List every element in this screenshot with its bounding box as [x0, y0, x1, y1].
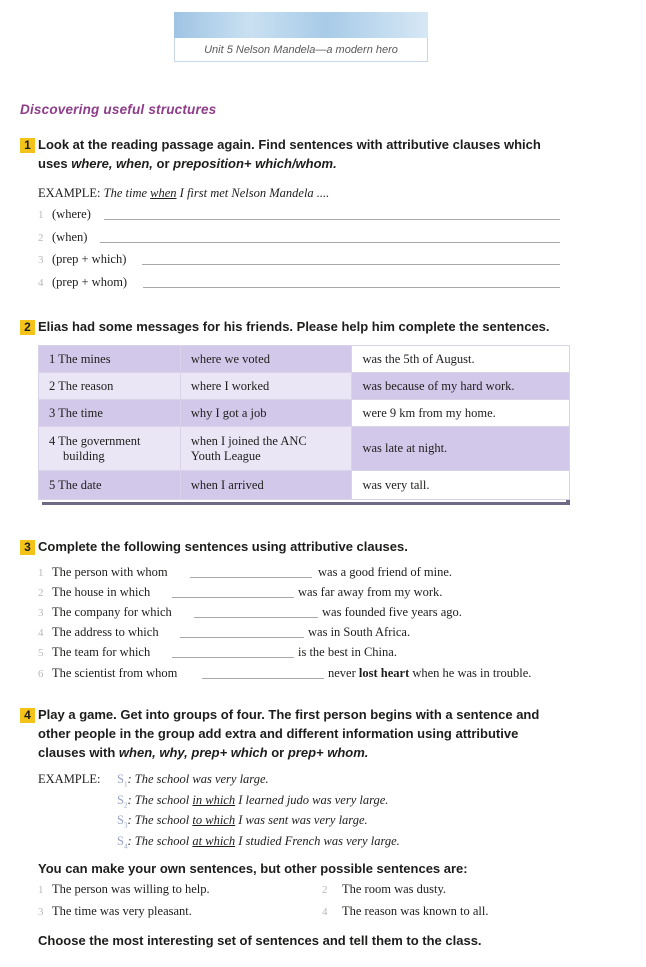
- answer-line[interactable]: [100, 242, 560, 243]
- q3-item-end: was in South Africa.: [308, 625, 411, 639]
- q4-example: $S_3$: The school to which I was sent was very large.: [117, 813, 368, 830]
- header-banner: [174, 12, 428, 38]
- q4-option: 2 The room was dusty.: [322, 882, 447, 896]
- q1-item: 1 (where): [38, 207, 91, 221]
- question-number: 3: [20, 540, 35, 555]
- q4-option: 3 The time was very pleasant.: [38, 904, 192, 918]
- answer-line[interactable]: [143, 287, 560, 288]
- q4-option: 4 The reason was known to all.: [322, 904, 489, 918]
- q4-own-sentences: You can make your own sentences, but other possible sentences are:: [38, 861, 468, 876]
- question-number: 4: [20, 708, 35, 723]
- table-row: 1 The mines where we voted was the 5th of August.: [39, 346, 570, 373]
- table-shadow: [42, 502, 570, 505]
- question-3: 3 Complete the following sentences using attributive clauses.: [20, 538, 408, 555]
- matching-table: [38, 345, 570, 500]
- q4-example: $S_2$: The school in which I learned judo was very large.: [117, 793, 389, 810]
- q4-example: $S_4$: The school at which I studied French was very large.: [117, 834, 400, 851]
- q3-item: 6 The scientist from whom: [38, 666, 178, 680]
- q4-example-label: EXAMPLE:: [38, 772, 101, 786]
- q3-item: 5 The team for which: [38, 645, 151, 659]
- table-row: 2 The reason where I worked was because of my hard work.: [39, 373, 570, 400]
- answer-line[interactable]: [180, 637, 304, 638]
- answer-line[interactable]: [202, 678, 324, 679]
- question-1-line2: uses where, when, or preposition+ which/whom.: [38, 156, 337, 171]
- q3-item-end: was founded five years ago.: [322, 605, 462, 619]
- table-row: 3 The time why I got a job were 9 km from my home.: [39, 400, 570, 427]
- question-1: 1 Look at the reading passage again. Find sentences with attributive clauses which: [20, 136, 630, 153]
- section-title: Discovering useful structures: [20, 102, 217, 117]
- answer-line[interactable]: [104, 219, 560, 220]
- q4-closing: Choose the most interesting set of sentences and tell them to the class.: [38, 933, 482, 948]
- question-4-line3: clauses with when, why, prep+ which or prep+ whom.: [38, 745, 369, 760]
- question-4: 4 Play a game. Get into groups of four. The first person begins with a sentence and: [20, 706, 539, 723]
- q3-item: 2 The house in which: [38, 585, 151, 599]
- q3-item-end: was a good friend of mine.: [318, 565, 452, 579]
- q4-option: 1 The person was willing to help.: [38, 882, 210, 896]
- q1-item: 3 (prep + which): [38, 252, 127, 266]
- question-number: 2: [20, 320, 35, 335]
- table-row: 5 The date when I arrived was very tall.: [39, 471, 570, 500]
- question-4-line2: other people in the group add extra and different information using attributive: [38, 726, 519, 741]
- unit-title: Unit 5 Nelson Mandela—a modern hero: [174, 38, 428, 62]
- q3-item: 1 The person with whom: [38, 565, 168, 579]
- q4-example: $S_1$: The school was very large.: [117, 772, 269, 789]
- question-2: 2 Elias had some messages for his friends. Please help him complete the sentences.: [20, 318, 550, 335]
- q3-item: 4 The address to which: [38, 625, 159, 639]
- question-number: 1: [20, 138, 35, 153]
- q1-item: 2 (when): [38, 230, 88, 244]
- q3-item: 3 The company for which: [38, 605, 172, 619]
- table-row: 4 The government building when I joined the ANC Youth League was late at night.: [39, 427, 570, 471]
- q3-item-end: never lost heart when he was in trouble.: [328, 666, 532, 680]
- answer-line[interactable]: [142, 264, 560, 265]
- q3-item-end: is the best in China.: [298, 645, 397, 659]
- answer-line[interactable]: [172, 657, 294, 658]
- answer-line[interactable]: [190, 577, 312, 578]
- q1-item: 4 (prep + whom): [38, 275, 128, 289]
- answer-line[interactable]: [172, 597, 294, 598]
- q3-item-end: was far away from my work.: [298, 585, 443, 599]
- answer-line[interactable]: [194, 617, 318, 618]
- q1-example: EXAMPLE: The time when I first met Nelson Mandela ....: [38, 186, 330, 200]
